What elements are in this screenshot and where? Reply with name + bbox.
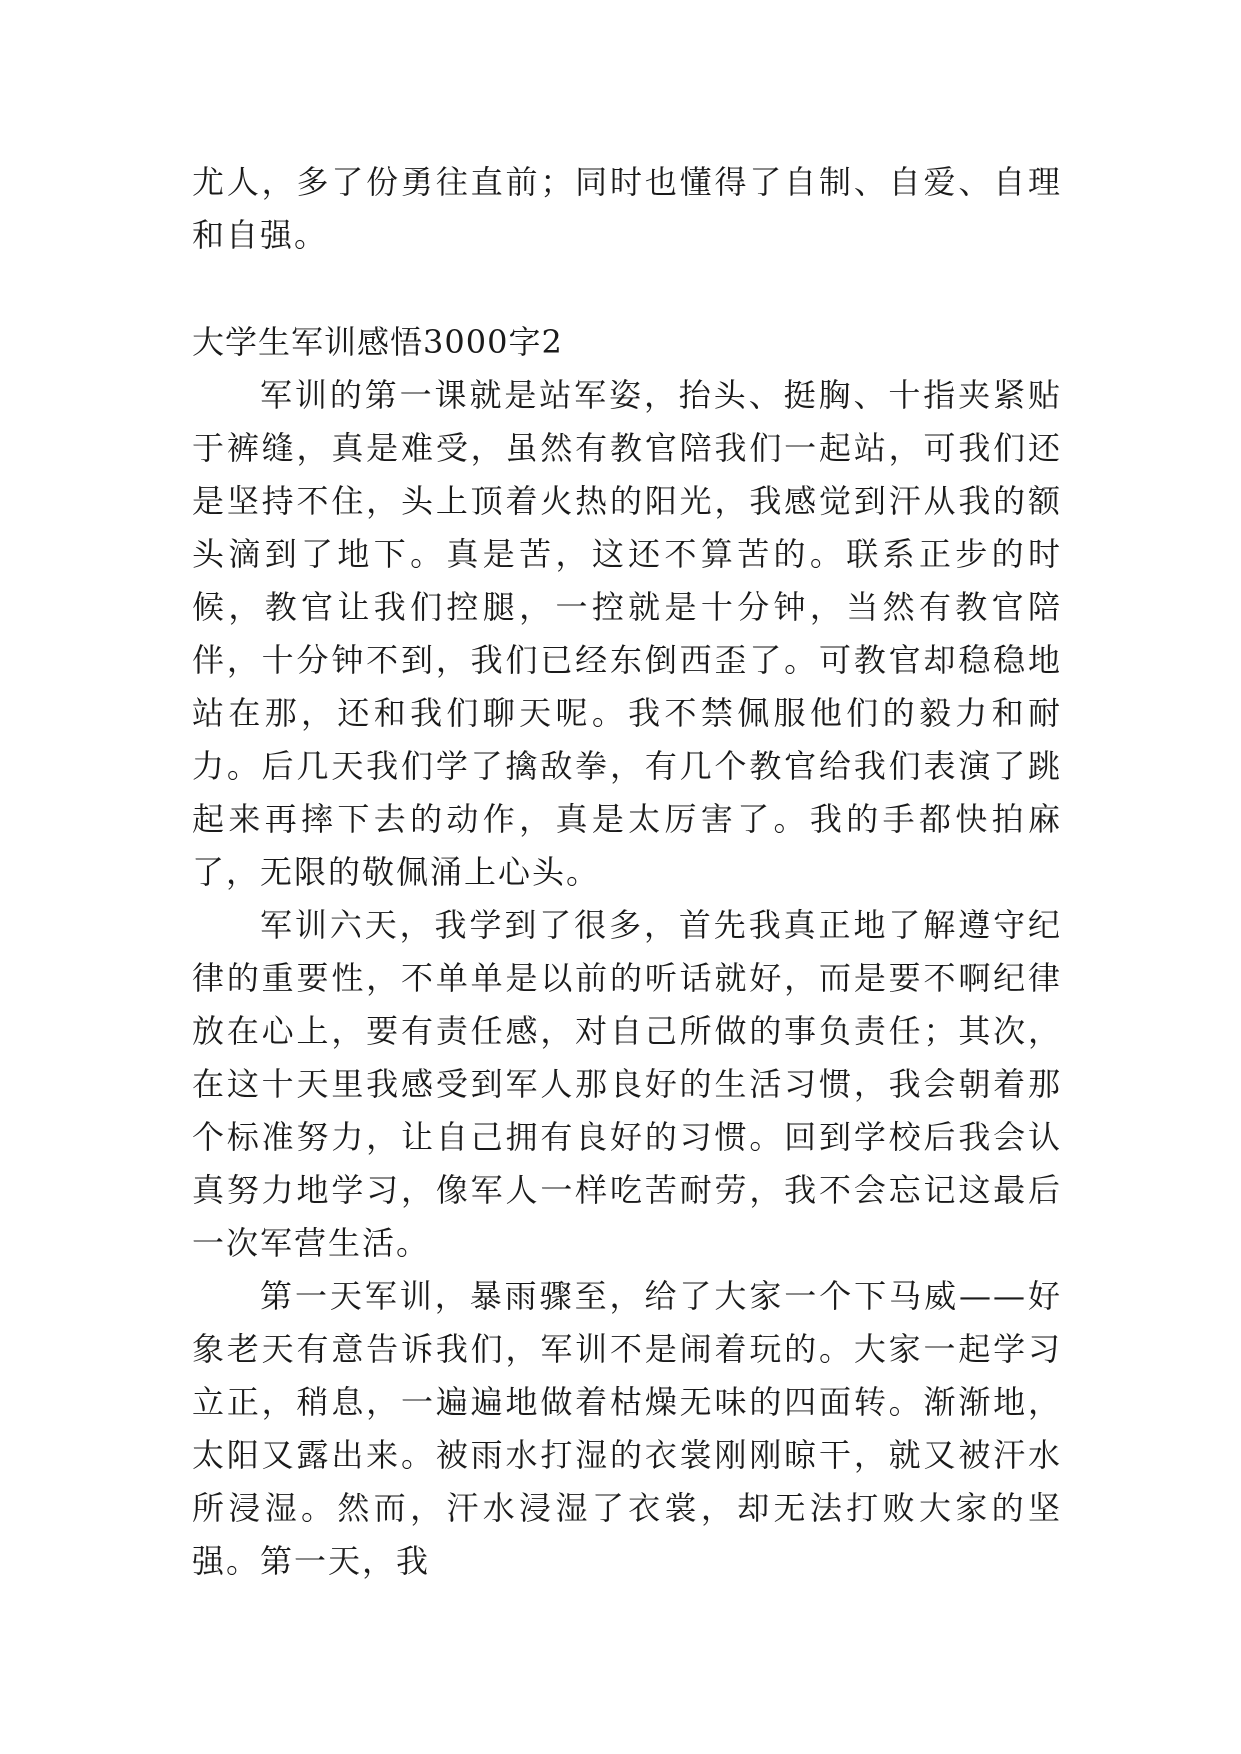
paragraph: 第一天军训，暴雨骤至，给了大家一个下马威——好象老天有意告诉我们，军训不是闹着玩的。大家一起学习立正，稍息，一遍遍地做着枯燥无味的四面转。渐渐地，太阳又露出来。被雨水打湿的衣裳刚刚晾干，就又被汗水所浸湿。然而，汗水浸湿了衣裳，却无法打败大家的坚强。第一天，我 (192, 1277, 1062, 1580)
paragraph-continuation: 尤人，多了份勇往直前；同时也懂得了自制、自爱、自理和自强。 (192, 163, 1062, 254)
paragraph: 军训的第一课就是站军姿，抬头、挺胸、十指夹紧贴于裤缝，真是难受，虽然有教官陪我们一起站，可我们还是坚持不住，头上顶着火热的阳光，我感觉到汗从我的额头滴到了地下。真是苦，这还不算苦的。联系正步的时候，教官让我们控腿，一控就是十分钟，当然有教官陪伴，十分钟不到，我们已经东倒西歪了。可教官却稳稳地站在那，还和我们聊天呢。我不禁佩服他们的毅力和耐力。后几天我们学了擒敌拳，有几个教官给我们表演了跳起来再摔下去的动作，真是太厉害了。我的手都快拍麻了，无限的敬佩涌上心头。 (192, 376, 1062, 891)
document-body (192, 156, 1062, 1588)
paragraph: 军训六天，我学到了很多，首先我真正地了解遵守纪律的重要性，不单单是以前的听话就好，而是要不啊纪律放在心上，要有责任感，对自己所做的事负责任；其次，在这十天里我感受到军人那良好的生活习惯，我会朝着那个标准努力，让自己拥有良好的习惯。回到学校后我会认真努力地学习，像军人一样吃苦耐劳，我不会忘记这最后一次军营生活。 (192, 906, 1062, 1262)
section-heading: 大学生军训感悟3000字2 (192, 323, 563, 361)
